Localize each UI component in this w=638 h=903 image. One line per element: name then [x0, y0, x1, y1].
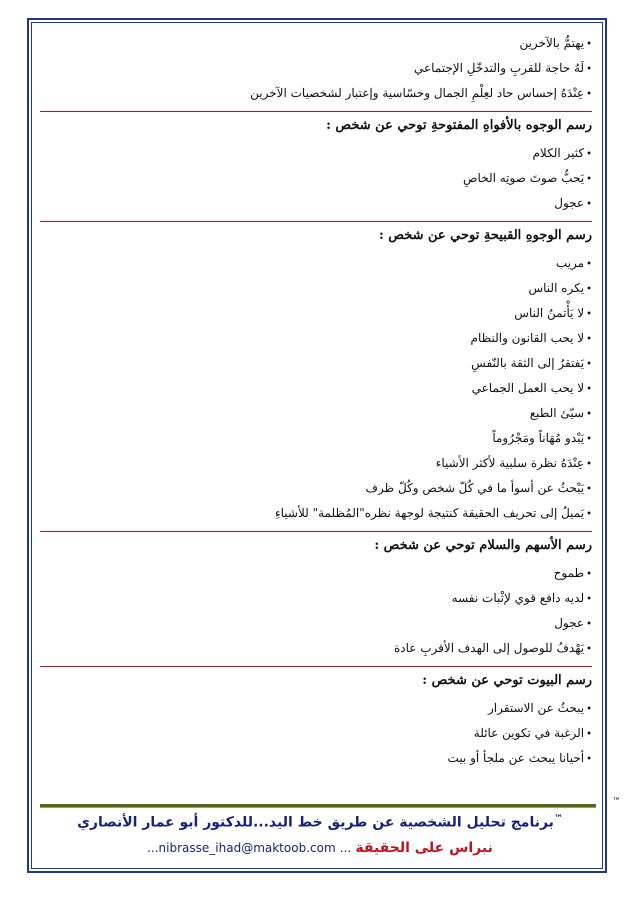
list-item: •كثير الكلام	[532, 146, 592, 160]
section-separator	[40, 111, 592, 112]
footer-email: ...nibrasse_ihad@maktoob.com	[147, 841, 336, 855]
section-separator	[40, 531, 592, 532]
section-title: رسم البيوت توحي عن شخص :	[422, 673, 592, 688]
footer-program-title	[60, 814, 580, 831]
bullet-icon: •	[586, 459, 592, 470]
footer-title-text: برنامج تحليل الشخصية عن طريق خط اليد...للدكتور أبو عمار الأنصاري	[77, 814, 554, 831]
bullet-icon: •	[586, 569, 592, 580]
list-item: •لا يَأْتمنُ الناس	[514, 306, 592, 320]
bullet-icon: •	[586, 149, 592, 160]
trademark-mark: ™	[612, 797, 621, 807]
bullet-icon: •	[586, 509, 592, 520]
list-item: •يَحبُّ صوتَ صوتِه الخاصِ	[463, 171, 592, 185]
list-item: •لا يحب القانون والنظام	[470, 331, 592, 345]
list-item: •لَهُ حاجة للقربِ والتدخّلِ الإجتماعي	[414, 61, 592, 75]
footer-rule	[40, 804, 596, 808]
list-item: •أحيانا يبحث عن ملجأ أو بيت	[447, 751, 592, 765]
list-item: •لديه دافع قوي لإثْبات نفسه	[451, 591, 592, 605]
bullet-icon: •	[586, 704, 592, 715]
bullet-icon: •	[586, 39, 592, 50]
list-item: •يَفتقرُ إلى الثقة بالنّفسِ	[471, 356, 592, 370]
list-item: •يهتمُّ بالآخرين	[519, 36, 592, 50]
bullet-icon: •	[586, 64, 592, 75]
list-item: •عجول	[554, 196, 592, 210]
list-item: •يَبْدو مُهَاناً ومَجْرُوماً	[492, 431, 592, 445]
list-item: •سيّئ الطبع	[529, 406, 592, 420]
bullet-icon: •	[586, 359, 592, 370]
bullet-icon: •	[586, 334, 592, 345]
section-separator	[40, 666, 592, 667]
bullet-icon: •	[586, 619, 592, 630]
bullet-icon: •	[586, 284, 592, 295]
section-houses	[40, 671, 592, 774]
bullet-icon: •	[586, 199, 592, 210]
bullet-icon: •	[586, 484, 592, 495]
list-item: •يبحثُ عن الاستقرار	[488, 701, 592, 715]
bullet-icon: •	[586, 174, 592, 185]
bullet-icon: •	[586, 754, 592, 765]
list-item: •عِنْدَهُ إحساس حاد لعِلْمِ الجمال وحسّاسية وإعتبار لشخصيات الآخرين	[250, 86, 592, 100]
bullet-icon: •	[586, 644, 592, 655]
list-item: •يَبْحثُ عن أسوأ ما في كُلّ شخص وكُلّ ظرف	[365, 481, 592, 495]
bullet-icon: •	[586, 309, 592, 320]
document-content	[40, 34, 592, 774]
footer-brand-line	[60, 840, 580, 856]
list-item: •يَميلُ إلى تحريف الحقيقة كنتيجة لوجهة نظره"المُظلمة" للأشياءِ	[274, 506, 592, 520]
list-item: •يكره الناس	[528, 281, 592, 295]
section-title: رسم الوجوهِ القبيحةِ توحي عن شخص :	[378, 228, 592, 243]
bullet-icon: •	[586, 384, 592, 395]
intro-list	[40, 34, 592, 109]
bullet-icon: •	[586, 259, 592, 270]
bullet-icon: •	[586, 409, 592, 420]
list-item: •عجول	[554, 616, 592, 630]
section-separator	[40, 221, 592, 222]
section-title: رسم الوجوه بالأفواهِ المفتوحةِ توحي عن شخص :	[326, 118, 592, 133]
list-item: •يَهْدفُ للوصول إلى الهدف الأقربِ عادة	[393, 641, 592, 655]
section-arrows	[40, 536, 592, 664]
bullet-icon: •	[586, 729, 592, 740]
footer-ellipsis: ...	[339, 841, 352, 855]
list-item: •لا يحب العمل الجماعي	[471, 381, 592, 395]
list-item: •مريب	[555, 256, 592, 270]
bullet-icon: •	[586, 89, 592, 100]
section-title: رسم الأسهم والسلام توحي عن شخص :	[374, 538, 592, 553]
trademark-mark: ™	[553, 814, 563, 824]
bullet-icon: •	[586, 434, 592, 445]
bullet-icon: •	[586, 594, 592, 605]
list-item: •عِنْدَهُ نظرة سلبية لأكثر الأشياء	[435, 456, 592, 470]
section-open-mouths	[40, 116, 592, 219]
section-ugly-faces	[40, 226, 592, 529]
list-item: •طموح	[553, 566, 592, 580]
brand-name: نبراس على الحقيقة	[355, 840, 493, 856]
list-item: •الرغبة في تكوين عائلة	[473, 726, 592, 740]
